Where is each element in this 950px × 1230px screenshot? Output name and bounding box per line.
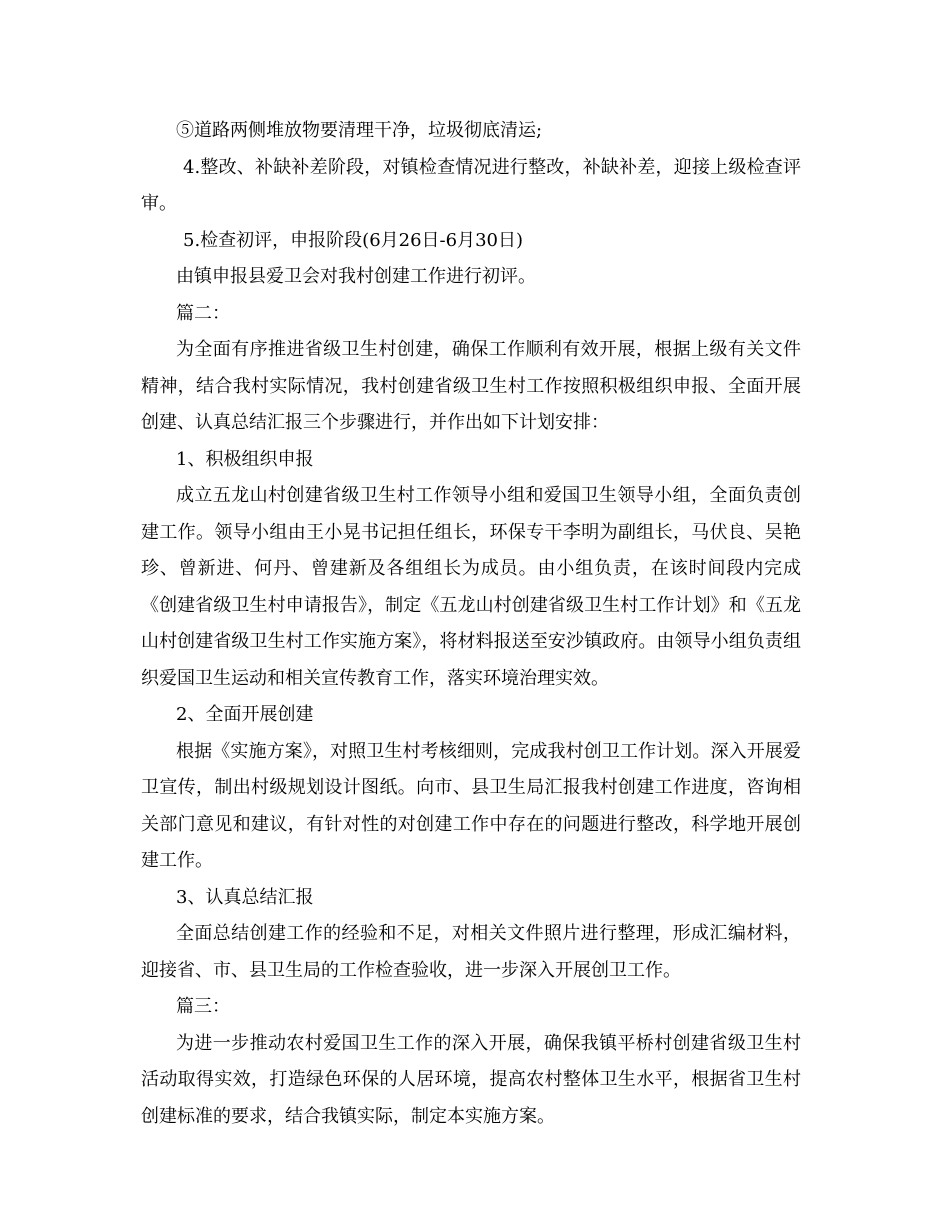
heading-step-1: 1、积极组织申报 (176, 448, 314, 470)
document-body (141, 113, 801, 1135)
heading-step-2: 2、全面开展创建 (176, 704, 314, 725)
paragraph-step-3-body: 全面总结创建工作的经验和不足，对相关文件照片进行整理，形成汇编材料，迎接省、市、县卫生局的工作检查验收，进一步深入开展创卫工作。 (141, 923, 801, 981)
paragraph-part-2-intro: 为全面有序推进省级卫生村创建，确保工作顺利有效开展，根据上级有关文件精神，结合我村实际情况，我村创建省级卫生村工作按照积极组织申报、全面开展创建、认真总结汇报三个步骤进行，并作出如下计划安排： (141, 339, 801, 433)
paragraph-step-5-inspection: 5.检查初评，申报阶段(6月26日-6月30日) (183, 229, 524, 251)
paragraph-step-1-body: 成立五龙山村创建省级卫生村工作领导小组和爱国卫生领导小组，全面负责创建工作。领导小组由王小晃书记担任组长，环保专干李明为副组长，马伏良、吴艳珍、曾新进、何丹、曾建新及各组组长为成员。由小组负责，在该时间段内完成《创建省级卫生村申请报告》，制定《五龙山村创建省级卫生村工作计划》和《五龙山村创建省级卫生村工作实施方案》，将材料报送至安沙镇政府。由领导小组负责组织爱国卫生运动和相关宣传教育工作，落实环境治理实效。 (141, 485, 801, 689)
heading-step-3: 3、认真总结汇报 (176, 886, 314, 908)
paragraph-county-evaluation: 由镇申报县爱卫会对我村创建工作进行初评。 (176, 266, 536, 287)
paragraph-step-2-body: 根据《实施方案》，对照卫生村考核细则，完成我村创卫工作计划。深入开展爱卫宣传，制出村级规划设计图纸。向市、县卫生局汇报我村创建工作进度，咨询相关部门意见和建议，有针对性的对创建工作中存在的问题进行整改，科学地开展创建工作。 (141, 740, 801, 871)
paragraph-step-4-rectification: 4.整改、补缺补差阶段，对镇检查情况进行整改，补缺补差，迎接上级检查评审。 (141, 156, 801, 214)
paragraph-part-3-intro: 为进一步推动农村爱国卫生工作的深入开展，确保我镇平桥村创建省级卫生村活动取得实效，打造绿色环保的人居环境，提高农村整体卫生水平，根据省卫生村创建标准的要求，结合我镇实际，制定本实施方案。 (141, 1032, 801, 1127)
section-heading-part-3: 篇三： (176, 996, 230, 1017)
section-heading-part-2: 篇二： (176, 302, 230, 324)
paragraph-road-cleanup: ⑤道路两侧堆放物要清理干净，垃圾彻底清运; (176, 120, 543, 141)
